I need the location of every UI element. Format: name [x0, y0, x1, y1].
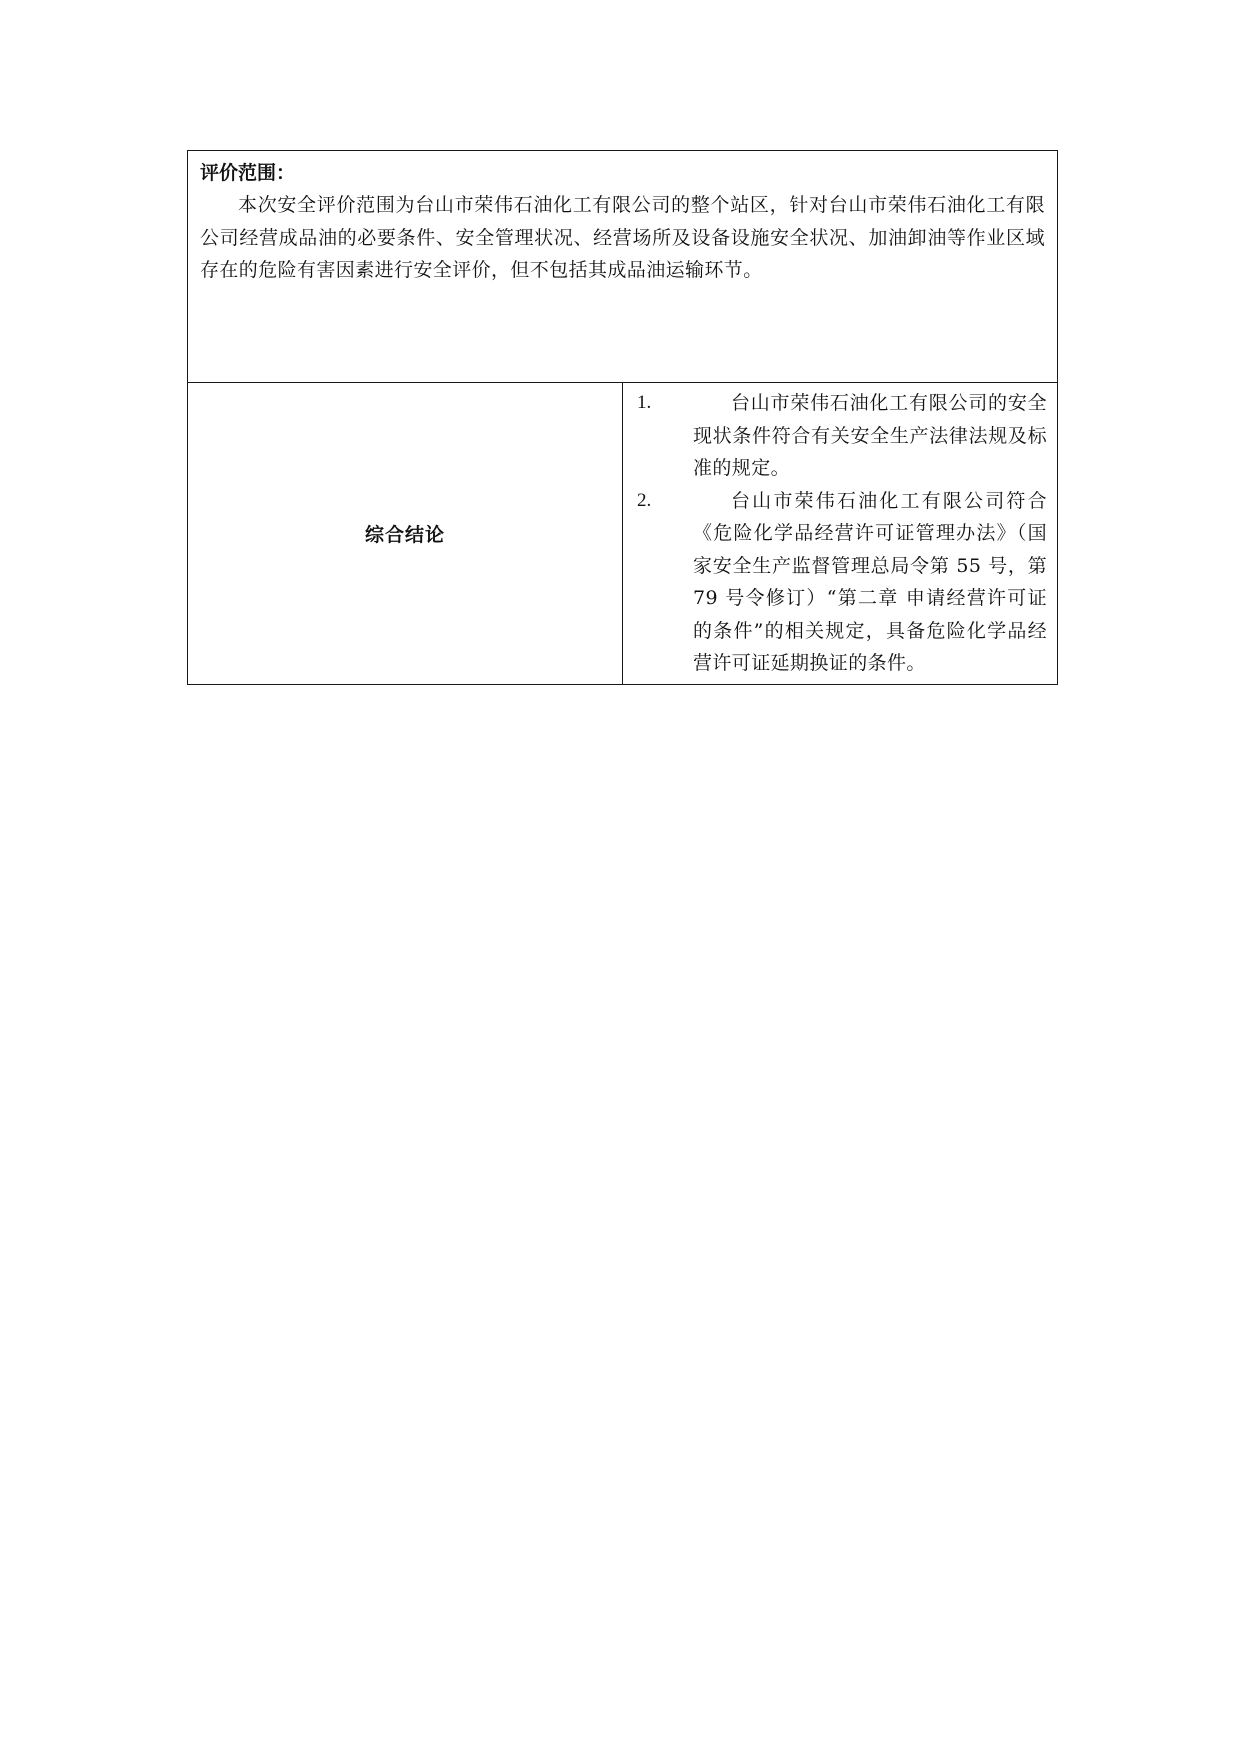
conclusion-item-number: 1. [637, 392, 652, 413]
conclusion-content-cell [623, 383, 1058, 685]
scope-heading: 评价范围： [200, 162, 296, 184]
conclusion-item-number: 2. [637, 489, 652, 511]
scope-body: 本次安全评价范围为台山市荣伟石油化工有限公司的整个站区，针对台山市荣伟石油化工有限公司经营成品油的必要条件、安全管理状况、经营场所及设备设施安全状况、加油卸油等作业区域存在的危险有害因素进行安全评价，但不包括其成品油运输环节。 [200, 194, 1045, 281]
conclusion-item [637, 387, 1047, 485]
conclusion-item-text: 台山市荣伟石油化工有限公司的安全现状条件符合有关安全生产法律法规及标准的规定。 [693, 392, 1047, 479]
scope-row [188, 151, 1058, 383]
scope-cell [188, 151, 1058, 383]
conclusion-item-text: 台山市荣伟石油化工有限公司符合《危险化学品经营许可证管理办法》（国家安全生产监督管理总局令第 55 号，第 79 号令修订）“第二章 申请经营许可证的条件”的相关规定，具备危险化学品经营许可证延期换证的条件。 [693, 489, 1047, 674]
conclusion-label: 综合结论 [364, 523, 445, 546]
conclusion-list [637, 387, 1047, 680]
conclusion-item [637, 485, 1047, 680]
conclusion-label-cell [188, 383, 623, 685]
evaluation-table [187, 150, 1058, 685]
conclusion-row [188, 383, 1058, 685]
